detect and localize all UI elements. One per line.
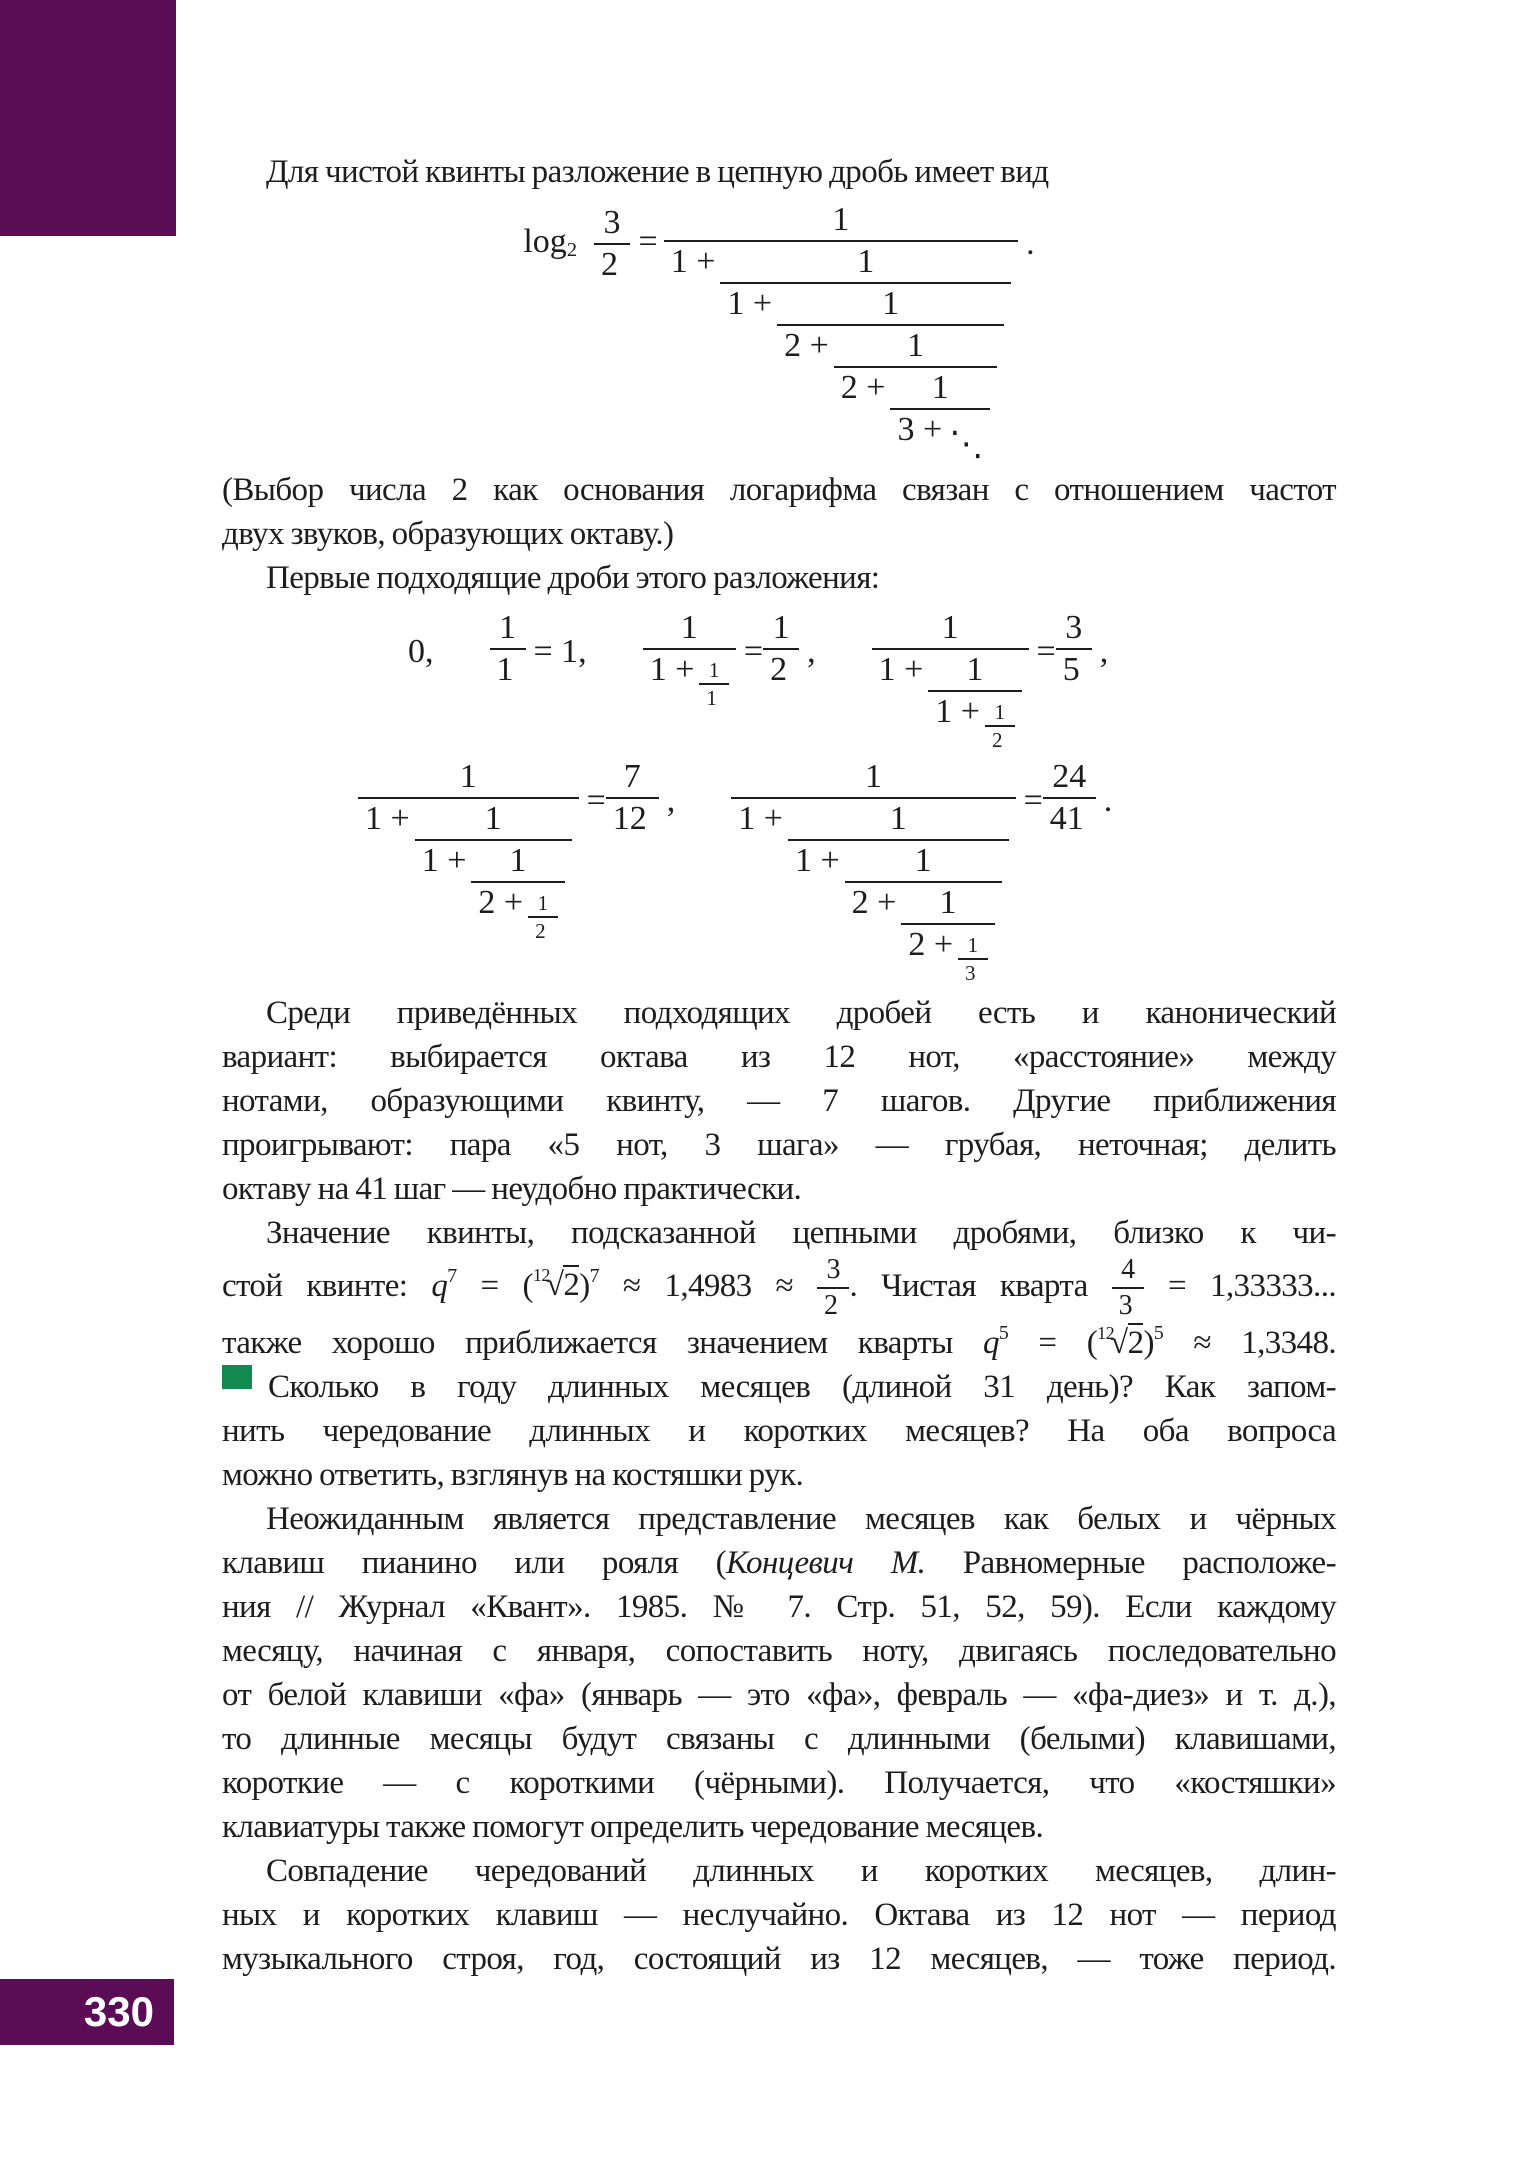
- paragraph-line: от белой клавиши «фа» (январь — это «фа», февраль — «фа-диез» и т. д.),: [222, 1677, 1336, 1714]
- paragraph-line: вариант: выбирается октава из 12 нот, «расстояние» между: [222, 1038, 1336, 1075]
- paragraph-line: ных и коротких клавиш — неслучайно. Октава из 12 нот — период: [222, 1897, 1336, 1934]
- paragraph-math-line: также хорошо приближается значением кварты $q^5 = (^{12}√2)^5 \approx 1,3348$.: [222, 1322, 1336, 1362]
- paragraph-line: Совпадение чередований длинных и коротких месяцев, длин-: [266, 1853, 1336, 1890]
- paragraph-convergents-intro: Первые подходящие дроби этого разложения:: [266, 560, 880, 596]
- paragraph-line: можно ответить, взглянув на костяшки рук.: [222, 1457, 804, 1494]
- equation-lhs: $\log_2$ $\frac{3}{2}$ =: [523, 204, 658, 283]
- paragraph-line: октаву на 41 шаг — неудобно практически.: [222, 1170, 802, 1207]
- corner-accent-block: [0, 0, 176, 236]
- equation-convergents-row-1: 0, $\frac{1}{1}$ = 1, 1 1 + $\frac{1}{1}$ = $\frac{1}{2}$ , 1 1 + 1 1 + $\frac{1}{2}$ = $\frac{3}{5}$ ,: [408, 609, 1109, 753]
- paragraph-line: клавиатуры также помогут определить чередование месяцев.: [222, 1809, 1044, 1846]
- paragraph-line-with-italic: клавиш пианино или рояля (Концевич М. Равномерные расположе-: [222, 1545, 1336, 1582]
- paragraph-note-line: двух звуков, образующих октаву.): [222, 516, 674, 552]
- paragraph-line: проигрывают: пара «5 нот, 3 шага» — грубая, неточная; делить: [222, 1126, 1336, 1163]
- paragraph-line: месяцу, начиная с января, сопоставить ноту, двигаясь последовательно: [222, 1633, 1336, 1670]
- paragraph-line: музыкального строя, год, состоящий из 12 месяцев, — тоже период.: [222, 1941, 1336, 1978]
- equation-period: .: [1026, 225, 1035, 262]
- paragraph-line: Неожиданным является представление месяцев как белых и чёрных: [266, 1501, 1336, 1538]
- paragraph-line: Среди приведённых подходящих дробей есть и канонический: [266, 994, 1336, 1031]
- paragraph-intro-line: Для чистой квинты разложение в цепную дробь имеет вид: [266, 154, 1049, 190]
- text-column: [222, 150, 1336, 1981]
- paragraph-line: Значение квинты, подсказанной цепными дробями, близко к чи-: [266, 1214, 1336, 1251]
- page-number-badge: 330: [0, 1979, 174, 2045]
- paragraph-line: то длинные месяцы будут связаны с длинными (белыми) клавишами,: [222, 1721, 1336, 1758]
- paragraph-bullet-line: [222, 1365, 1336, 1409]
- paragraph-line: короткие — с короткими (чёрными). Получается, что «костяшки»: [222, 1765, 1336, 1802]
- continued-fraction: 1 1 + 1 1 + 1 2 + 1 2 + 1 3 + ⋱: [664, 202, 1018, 462]
- paragraph-line: нотами, образующими квинту, — 7 шагов. Другие приближения: [222, 1082, 1336, 1119]
- paragraph-note-line: (Выбор числа 2 как основания логарифма связан с отношением частот: [222, 472, 1336, 508]
- paragraph-line-text: Сколько в году длинных месяцев (длиной 31 день)? Как запом-: [268, 1369, 1336, 1406]
- paragraph-line: нить чередование длинных и коротких месяцев? На оба вопроса: [222, 1413, 1336, 1450]
- paragraph-math-line: стой квинте: $q^7 = (^{12}√2)^7 \approx 1,4983$ ≈ $\frac{3}{2}$ . Чистая кварта $\frac{4}{3}$ = 1,33333...: [222, 1253, 1337, 1321]
- green-square-bullet-icon: [222, 1365, 252, 1389]
- paragraph-line: ния // Журнал «Квант». 1985. № 7. Стр. 51, 52, 59). Если каждому: [222, 1589, 1336, 1626]
- equation-convergents-row-2: 1 1 + 1 1 + 1 2 + $\frac{1}{2}$ = $\frac{7}{12}$ , 1 1 + 1 1 + 1 2 + 1 2 + $\frac{1}{3}$ = $\frac{24}{41}$ .: [222, 759, 1336, 984]
- equation-log-continued-fraction: [222, 202, 1336, 462]
